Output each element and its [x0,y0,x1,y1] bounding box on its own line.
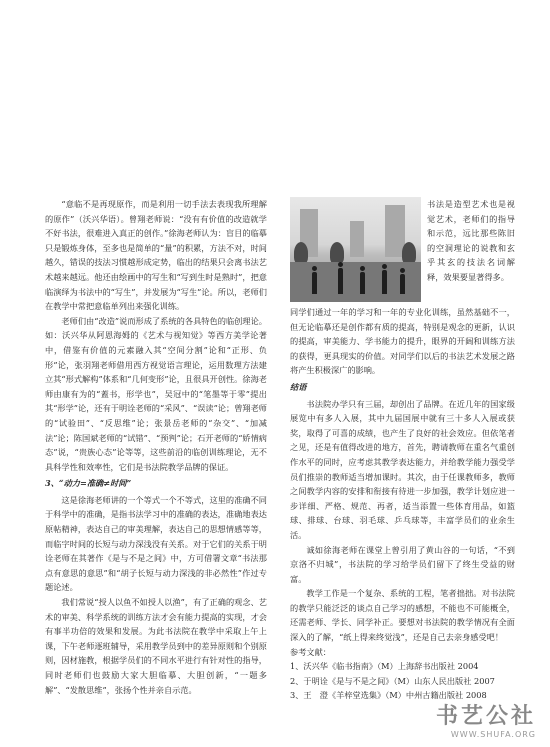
paragraph: 诚如徐海老师在课堂上曾引用了黄山谷的一句话，“不到京洛不归城”，书法院的学习给学员们留下了终生受益的财富。 [290,544,515,584]
reference-item: 2、于明诠《是与不是之间》（M）山东人民出版社 2007 [290,675,495,686]
person-head [312,266,317,271]
paragraph: 这是徐海老师讲的一个等式一个不等式，这里的准确不同于科学中的准确，是指书法学习中的准确的表达，准确地表达原帖精神，表达自己的审美理解，表达自己的思想情感等等，而临字时间的长短与动力深浅没有关系。对于它们的关系于明诠老师在其著作《是与不是之间》中，方可借署文章“书法那点有意思的意思”和“胡子长短与动力深浅的非必然性”作过专题论述。 [45,494,267,593]
logo-text: 书艺公社 [435,703,536,729]
person-silhouette [312,272,317,294]
paragraph: “意临不是再现原作，而是利用一切手法去表现我所理解的原作”（沃兴华语）。曾翔老师说：“没有有价值的改造就学不好书法，很难进入真正的创作。”徐海老师认为：盲目的临摹只是锻炼身体，至多也是简单的“量”的积累，方法不对，时间越久，错误的技法习惯越形成定势，临出的结果只会离书法艺术越来越远。他还由绘画中的写生和“写到生时是熟时”，把意临演绎为书法中的“写生”，并发展为“写生”论。所以，老师们在教学中常把意临单列出来强化训练。 [45,199,267,312]
paragraph: 同学们通过一年的学习和一年的专业化训练，虽然基础不一，但无论临摹还是创作都有质的提高，特别是观念的更新，认识的提高，审美能力、学书能力的提升，眼界的开阔和训练方法的获得，更具现实的价值。对同学们以后的书法艺术发展之路将产生积极深广的影响。 [290,307,515,376]
conclusion-heading: 结语 [290,381,307,392]
reference-item: 1、沃兴华《临书指南》（M）上海辞书出版社 2004 [290,661,479,672]
reference-item: 3、王 澄《羊梓堂选集》（M）中州古籍出版社 2008 [290,690,487,701]
person-head [338,262,343,267]
tree-shape [330,242,344,264]
paragraph: 教学工作是一个复杂、系统的工程，笔者拙拙。对书法院的教学只能泛泛的谈点自己学习的感想，不能也不可能概全，还需老师、学长、同学补正。要想对书法院的教学情况有全面深入的了解，“纸上得来终觉浅”，还是自己去亲身感受吧！ [290,588,515,643]
paragraph: 书法院办学只有三届，却创出了品牌。在近几年的国家级展览中有多人入展，其中九届国展中就有三十多人入展或获奖，取得了可喜的成绩，也产生了良好的社会效应。但依笔者之见，还是有值得改进的地方，首先，聘请教师在重名气重创作水平的同时，应考虑其教学表达能力，并给教学能力强受学员们推崇的教师适当增加课时。其次，由于任课教师多，教师之间教学内容的安排和衔接有待进一步加强，教学计划应进一步详细、严格、规范、再者，适当添置一些体育用品，如篮球、排球、台球、羽毛球、乒乓球等，丰富学员们的业余生活。 [290,398,515,540]
photo-side-text: 书法是造型艺术也是视觉艺术，老师们的指导和示范，远比那些陈旧的空洞理论的说教和玄乎其玄的技法名词解释，效果要显著得多。 [427,199,515,282]
site-logo [436,699,536,739]
person-silhouette [338,268,343,294]
references [290,645,515,703]
building-shape [350,221,364,257]
tree-shape [294,242,308,264]
section-heading: 3、“动力=准确≠时间” [45,478,132,489]
tree-shape [402,242,416,264]
logo-url: WWW.SHUFA.ORG [450,730,536,739]
paragraph: 我们常说“授人以鱼不如授人以渔”，有了正确的观念、艺术的审美、科学系统的训练方法才会有能力提高的实现，才会有事半功倍的效果和发展。为此书法院在教学中采取上午上课，下午老师逐班辅导，采用教学员到中的差异原则和个别原则，因材施教，根据学员们的不同水平进行有针对性的指导，同时老师们也鼓励大家大胆临摹、大胆创新，“一题多解”、“发散思维”，张扬个性并亲自示范。 [45,597,267,695]
paragraph: 老师们由“改造”说而形成了系统的各具特色的临创理论。如：沃兴华从阿恩海姆的《艺术与视知觉》等西方美学论著中，借鉴有价值的元素融入其“空间分割”论和“正形、负形”论，张羽翔老师借用西方视觉语言理论，运用数理方法建立其“形式解构”体系和“几何变形”论，且很具开创性。徐海老师由康有为的“蓋书，形学也”，吴冠中的“笔墨等于零”提出其“形学”论，还有于明诠老师的“采风”、“误读”论；曾翔老师的“试验田”、“反思维”论；张景岳老师的“杂交”、“加减法”论；陈国斌老师的“试错”、“预判”论；石开老师的“娇情病态”说，“贵族心态”论等等，这些前沿的临创训练理论，无不具科学性和效率性，它们是书法院教学品牌的保证。 [45,315,267,472]
person-silhouette [400,274,405,294]
right-column [290,305,515,703]
person-head [360,266,365,271]
person-silhouette [382,270,387,294]
references-heading: 参考文献： [290,646,331,657]
person-head [400,268,405,273]
photo-basketball-court [290,197,421,302]
person-silhouette [360,272,365,294]
person-head [382,264,387,269]
left-column [45,197,267,697]
